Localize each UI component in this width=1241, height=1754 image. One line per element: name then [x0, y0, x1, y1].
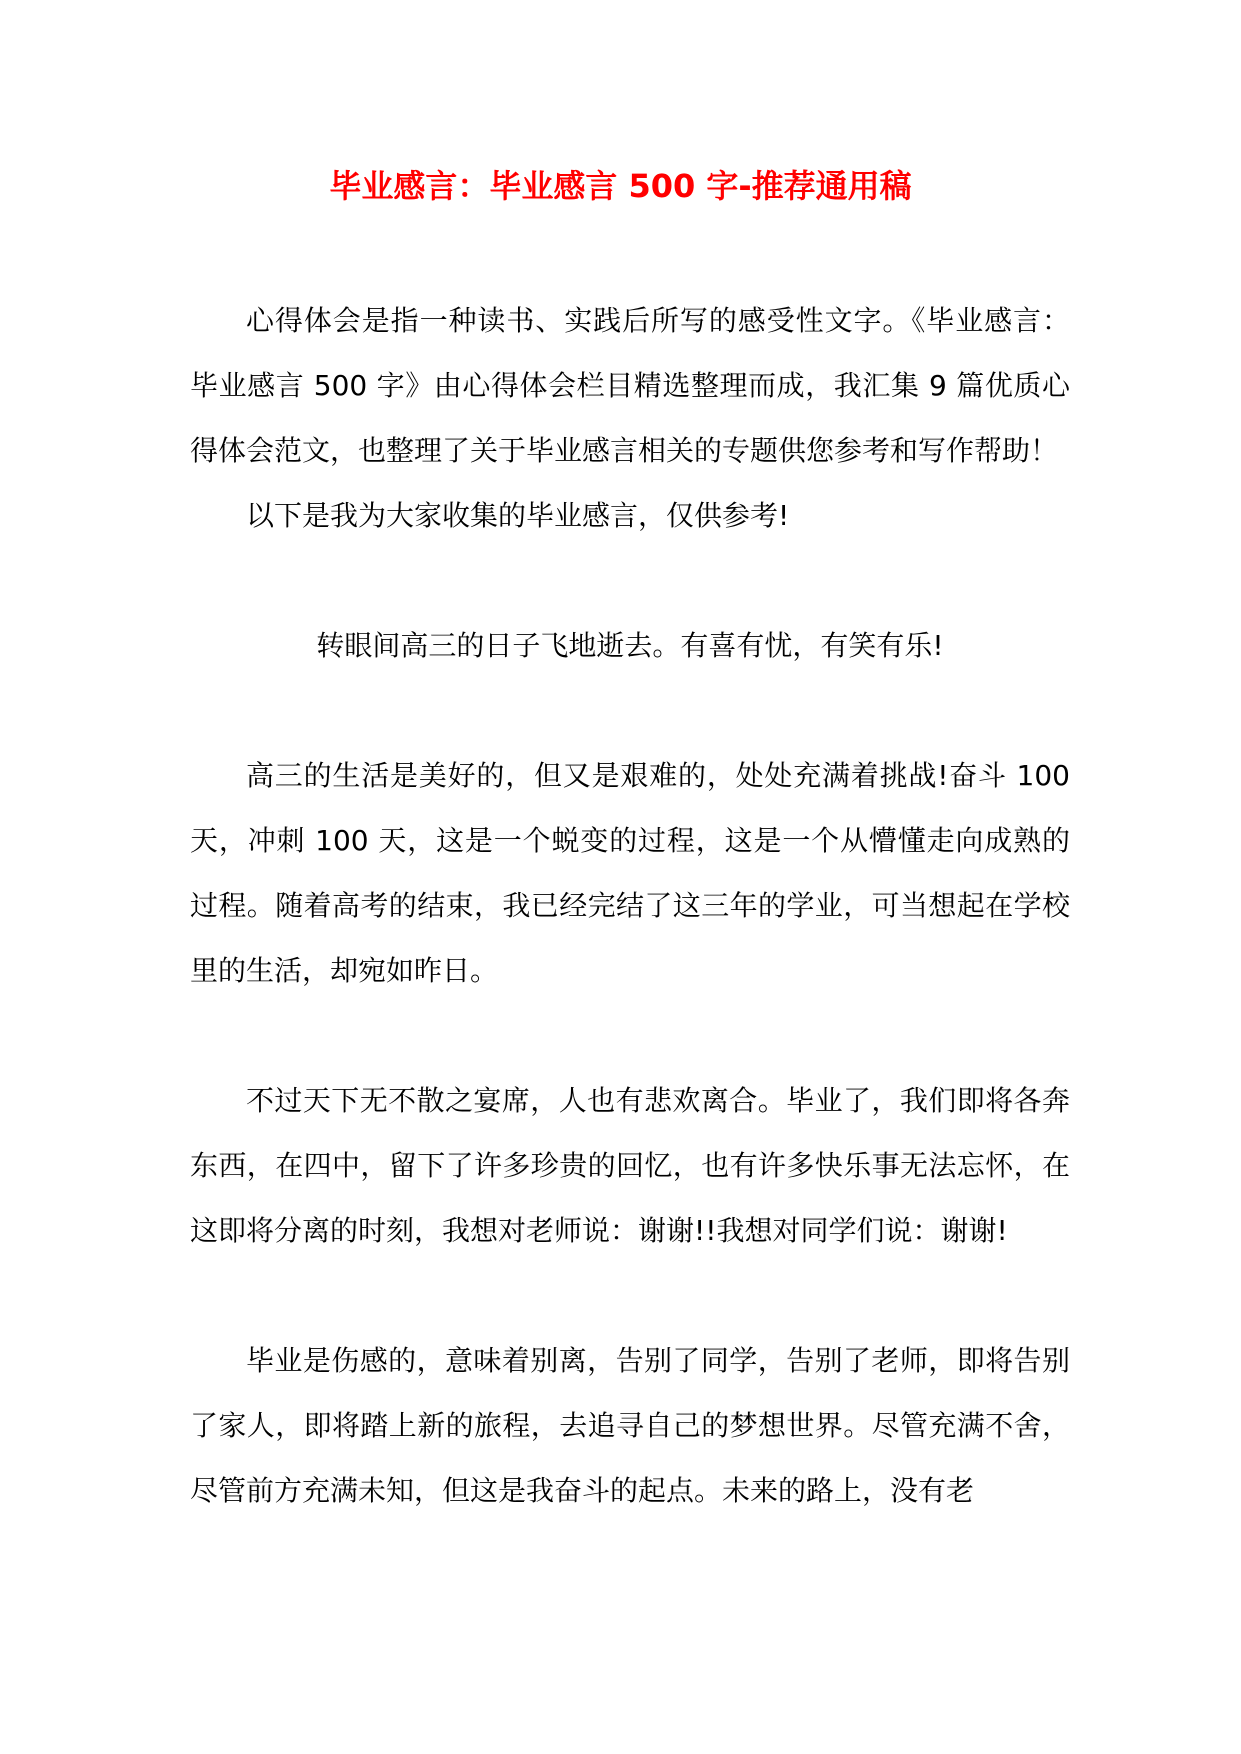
intro-paragraph: 心得体会是指一种读书、实践后所写的感受性文字。《毕业感言：毕业感言 500 字》由心得体会栏目精选整理而成，我汇集 9 篇优质心得体会范文，也整理了关于毕业感言相关的专题供您参考和写作帮助！ [190, 304, 1070, 467]
essay-paragraph: 高三的生活是美好的，但又是艰难的，处处充满着挑战!奋斗 100 天，冲刺 100 天，这是一个蜕变的过程，这是一个从懵懂走向成熟的过程。随着高考的结束，我已经完结了这三年的学业，可当想起在学校里的生活，却宛如昨日。 [190, 759, 1070, 987]
paragraph-spacer [190, 548, 1070, 613]
document-body [190, 288, 1070, 1523]
paragraph-spacer [190, 678, 1070, 743]
essay-paragraph: 不过天下无不散之宴席，人也有悲欢离合。毕业了，我们即将各奔东西，在四中，留下了许多珍贵的回忆，也有许多快乐事无法忘怀，在这即将分离的时刻，我想对老师说：谢谢!!我想对同学们说：谢谢! [190, 1084, 1070, 1247]
paragraph-spacer [190, 1263, 1070, 1328]
paragraph-spacer [190, 1003, 1070, 1068]
essay-opening-paragraph: 转眼间高三的日子飞地逝去。有喜有忧，有笑有乐! [316, 629, 944, 662]
collection-note-paragraph: 以下是我为大家收集的毕业感言，仅供参考! [246, 499, 790, 532]
essay-paragraph: 毕业是伤感的，意味着别离，告别了同学，告别了老师，即将告别了家人，即将踏上新的旅程，去追寻自己的梦想世界。尽管充满不舍，尽管前方充满未知，但这是我奋斗的起点。未来的路上，没有老 [190, 1344, 1070, 1507]
document-title: 毕业感言：毕业感言 500 字-推荐通用稿 [329, 167, 912, 205]
